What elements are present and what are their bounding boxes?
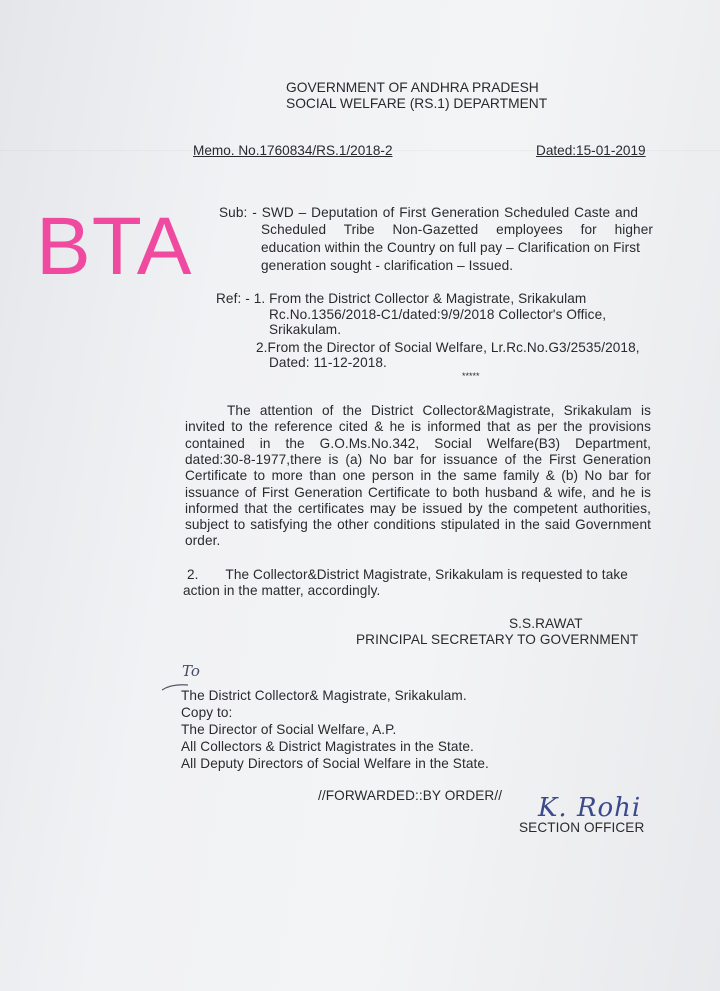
body-line: order. [185,533,221,548]
body-line: 2. The Collector&District Magistrate, Srikakulam is requested to take [187,567,628,582]
body-line: informed that the certificates may be issued by the competent authorities, [185,501,651,516]
reference-line: Srikakulam. [269,322,342,337]
reference-line: Rc.No.1356/2018-C1/dated:9/9/2018 Collector's Office, [269,307,607,322]
body-line: issuance of First Generation Certificate to both husband & wife, and he is [185,485,651,500]
reference-line: 2.From the Director of Social Welfare, Lr.Rc.No.G3/2535/2018, [256,340,640,355]
reference-line: Ref: - 1. From the District Collector & Magistrate, Srikakulam [216,291,587,306]
body-line: subject to satisfying the other conditions stipulated in the said Government [185,517,651,532]
body-line: dated:30-8-1977,there is (a) No bar for issuance of the First Generation [185,452,651,467]
to-label: To [182,662,200,680]
copy-recipient: All Collectors & District Magistrates in the State. [181,739,474,754]
body-line: Certificate to more than one person in the same family & (b) No bar for [185,468,651,483]
to-recipient: The District Collector& Magistrate, Srikakulam. [181,688,467,703]
section-officer: SECTION OFFICER [519,820,645,835]
subject-line: education within the Country on full pay – Clarification on First [261,240,641,255]
header-govt: GOVERNMENT OF ANDHRA PRADESH [286,80,539,95]
body-line: invited to the reference cited & he is informed that as per the provisions [185,419,651,434]
copy-recipient: All Deputy Directors of Social Welfare in the State. [181,756,489,771]
handwritten-signature: K. Rohi [538,793,642,823]
reference-line: Dated: 11-12-2018. [269,355,387,370]
signatory-name: S.S.RAWAT [509,616,583,631]
body-line: The attention of the District Collector&Magistrate, Srikakulam is [227,403,651,418]
header-department: SOCIAL WELFARE (RS.1) DEPARTMENT [286,96,548,111]
memo-number: Memo. No.1760834/RS.1/2018-2 [193,143,393,158]
memo-date: Dated:15-01-2019 [536,143,646,158]
body-line: contained in the G.O.Ms.No.342, Social Welfare(B3) Department, [185,436,651,451]
subject-line: generation sought - clarification – Issued. [261,258,514,273]
body-line: action in the matter, accordingly. [183,583,381,598]
copy-to-label: Copy to: [181,705,233,720]
copy-recipient: The Director of Social Welfare, A.P. [181,722,397,737]
subject-line: Sub: - SWD – Deputation of First Generation Scheduled Caste and [219,205,639,220]
subject-line: Scheduled Tribe Non-Gazetted employees for higher [261,222,653,237]
signatory-title: PRINCIPAL SECRETARY TO GOVERNMENT [356,632,639,647]
bta-stamp: BTA [36,201,193,292]
separator-stars: ***** [462,371,480,381]
forwarded-line: //FORWARDED::BY ORDER// [318,788,503,803]
